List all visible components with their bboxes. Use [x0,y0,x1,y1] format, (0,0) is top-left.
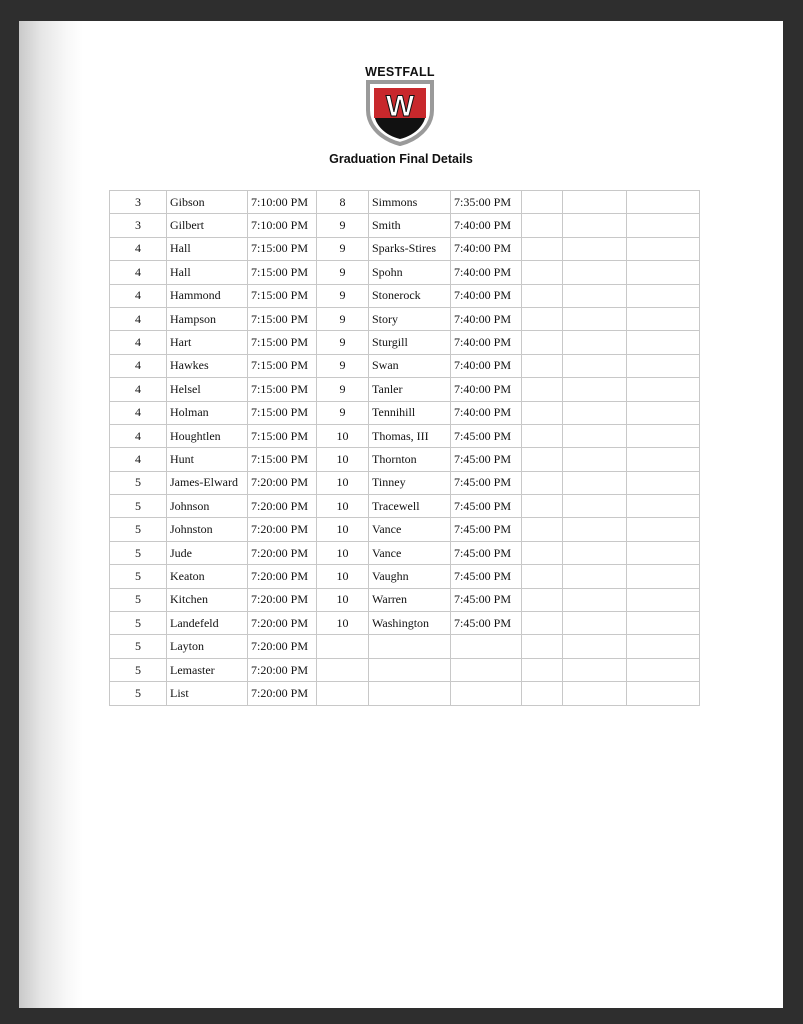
cell-time-1: 7:20:00 PM [248,518,317,541]
cell-empty [563,565,627,588]
cell-group-2: 10 [317,471,369,494]
cell-empty [522,495,563,518]
cell-time-2: 7:40:00 PM [451,237,522,260]
cell-empty [522,354,563,377]
cell-empty [522,448,563,471]
cell-group-2: 9 [317,214,369,237]
cell-name-2 [369,658,451,681]
cell-empty [522,401,563,424]
cell-group-1: 4 [110,307,167,330]
cell-empty [522,284,563,307]
cell-time-1: 7:15:00 PM [248,284,317,307]
cell-group-2: 10 [317,424,369,447]
cell-name-2: Vance [369,518,451,541]
cell-time-2: 7:45:00 PM [451,424,522,447]
cell-name-2: Sturgill [369,331,451,354]
cell-group-1: 3 [110,214,167,237]
cell-empty [627,541,700,564]
cell-name-2 [369,682,451,705]
cell-time-2 [451,658,522,681]
cell-group-2: 10 [317,448,369,471]
cell-empty [627,565,700,588]
table-row [110,424,700,447]
cell-name-1: Gilbert [167,214,248,237]
table-row [110,448,700,471]
cell-name-1: Hampson [167,307,248,330]
cell-group-1: 4 [110,424,167,447]
cell-name-2: Tennihill [369,401,451,424]
cell-group-2: 9 [317,261,369,284]
cell-name-2: Story [369,307,451,330]
cell-name-1: Hart [167,331,248,354]
cell-group-2: 9 [317,237,369,260]
cell-empty [627,331,700,354]
cell-empty [522,214,563,237]
cell-empty [563,191,627,214]
cell-empty [627,635,700,658]
cell-empty [522,612,563,635]
cell-group-1: 4 [110,237,167,260]
cell-group-1: 4 [110,284,167,307]
cell-group-2: 9 [317,331,369,354]
cell-group-1: 5 [110,471,167,494]
cell-time-2: 7:40:00 PM [451,354,522,377]
cell-empty [627,518,700,541]
cell-empty [522,307,563,330]
cell-empty [563,261,627,284]
cell-empty [563,658,627,681]
cell-time-2: 7:45:00 PM [451,495,522,518]
cell-name-2 [369,635,451,658]
cell-time-2: 7:40:00 PM [451,261,522,284]
cell-empty [522,237,563,260]
cell-name-2: Thomas, III [369,424,451,447]
cell-name-2: Swan [369,354,451,377]
cell-empty [627,495,700,518]
cell-time-1: 7:15:00 PM [248,424,317,447]
cell-time-1: 7:20:00 PM [248,612,317,635]
cell-group-1: 5 [110,518,167,541]
cell-name-2: Simmons [369,191,451,214]
cell-group-1: 3 [110,191,167,214]
cell-empty [522,471,563,494]
cell-time-1: 7:15:00 PM [248,261,317,284]
cell-time-2: 7:45:00 PM [451,518,522,541]
cell-empty [563,401,627,424]
cell-group-1: 5 [110,658,167,681]
cell-group-2: 10 [317,541,369,564]
cell-time-2: 7:45:00 PM [451,588,522,611]
cell-empty [563,237,627,260]
cell-group-1: 4 [110,354,167,377]
cell-empty [563,518,627,541]
cell-time-1: 7:20:00 PM [248,682,317,705]
cell-time-1: 7:15:00 PM [248,378,317,401]
cell-empty [522,261,563,284]
westfall-logo [357,65,443,147]
table-row [110,307,700,330]
cell-time-2 [451,635,522,658]
cell-name-1: Kitchen [167,588,248,611]
shield-icon [366,80,434,146]
cell-empty [627,284,700,307]
cell-name-1: Keaton [167,565,248,588]
cell-group-2: 9 [317,354,369,377]
cell-name-1: James-Elward [167,471,248,494]
cell-time-1: 7:10:00 PM [248,214,317,237]
cell-time-1: 7:15:00 PM [248,331,317,354]
table-row [110,495,700,518]
table-row [110,588,700,611]
cell-group-2: 10 [317,565,369,588]
cell-empty [627,588,700,611]
cell-time-1: 7:15:00 PM [248,448,317,471]
cell-empty [627,658,700,681]
cell-time-1: 7:20:00 PM [248,495,317,518]
cell-group-2: 8 [317,191,369,214]
cell-time-2: 7:40:00 PM [451,307,522,330]
cell-empty [563,448,627,471]
cell-name-1: Hammond [167,284,248,307]
cell-name-2: Stonerock [369,284,451,307]
cell-time-2: 7:45:00 PM [451,471,522,494]
cell-group-1: 5 [110,635,167,658]
cell-name-1: List [167,682,248,705]
cell-time-2: 7:40:00 PM [451,331,522,354]
cell-empty [563,424,627,447]
cell-group-2: 10 [317,495,369,518]
table-row [110,401,700,424]
cell-time-1: 7:20:00 PM [248,635,317,658]
cell-empty [627,237,700,260]
cell-time-1: 7:20:00 PM [248,588,317,611]
cell-group-2: 10 [317,612,369,635]
cell-name-1: Layton [167,635,248,658]
cell-time-2: 7:45:00 PM [451,541,522,564]
table-row [110,378,700,401]
cell-time-1: 7:15:00 PM [248,307,317,330]
cell-time-1: 7:20:00 PM [248,658,317,681]
cell-empty [563,378,627,401]
cell-time-2: 7:45:00 PM [451,612,522,635]
cell-group-2: 9 [317,401,369,424]
cell-empty [563,331,627,354]
table-row [110,191,700,214]
cell-time-2: 7:40:00 PM [451,378,522,401]
cell-time-2 [451,682,522,705]
table-row [110,354,700,377]
cell-empty [563,284,627,307]
cell-name-1: Hawkes [167,354,248,377]
cell-name-2: Tanler [369,378,451,401]
cell-empty [563,635,627,658]
cell-name-1: Jude [167,541,248,564]
cell-time-1: 7:20:00 PM [248,541,317,564]
cell-time-1: 7:20:00 PM [248,565,317,588]
cell-time-1: 7:15:00 PM [248,354,317,377]
cell-name-2: Washington [369,612,451,635]
graduation-table [109,190,700,706]
cell-name-2: Vaughn [369,565,451,588]
table-row [110,237,700,260]
cell-name-2: Spohn [369,261,451,284]
cell-group-1: 5 [110,612,167,635]
cell-name-2: Thornton [369,448,451,471]
table-body [110,191,700,706]
cell-time-1: 7:15:00 PM [248,237,317,260]
cell-time-2: 7:45:00 PM [451,448,522,471]
cell-name-1: Landefeld [167,612,248,635]
table-row [110,658,700,681]
cell-name-1: Houghtlen [167,424,248,447]
cell-group-1: 5 [110,495,167,518]
cell-empty [563,354,627,377]
cell-name-1: Helsel [167,378,248,401]
table-row [110,214,700,237]
cell-group-1: 5 [110,541,167,564]
cell-group-2 [317,635,369,658]
cell-name-2: Warren [369,588,451,611]
cell-name-1: Lemaster [167,658,248,681]
cell-empty [627,307,700,330]
cell-empty [563,214,627,237]
table-row [110,682,700,705]
table-row [110,471,700,494]
cell-empty [563,471,627,494]
cell-time-1: 7:10:00 PM [248,191,317,214]
cell-empty [627,354,700,377]
cell-empty [522,658,563,681]
shield-letter: W [385,90,415,123]
cell-time-2: 7:40:00 PM [451,214,522,237]
cell-name-1: Hall [167,261,248,284]
cell-empty [627,214,700,237]
cell-time-2: 7:35:00 PM [451,191,522,214]
cell-empty [522,424,563,447]
table-row [110,261,700,284]
cell-time-1: 7:20:00 PM [248,471,317,494]
cell-time-2: 7:40:00 PM [451,284,522,307]
cell-empty [627,612,700,635]
cell-time-2: 7:45:00 PM [451,565,522,588]
cell-group-2: 9 [317,284,369,307]
cell-name-2: Tinney [369,471,451,494]
table-row [110,541,700,564]
table-row [110,612,700,635]
cell-group-2 [317,682,369,705]
cell-name-2: Smith [369,214,451,237]
cell-empty [522,378,563,401]
cell-group-1: 5 [110,682,167,705]
cell-empty [563,495,627,518]
cell-name-2: Sparks-Stires [369,237,451,260]
cell-group-1: 4 [110,331,167,354]
cell-name-1: Hunt [167,448,248,471]
cell-group-1: 5 [110,588,167,611]
cell-name-1: Gibson [167,191,248,214]
cell-empty [522,518,563,541]
page-title: Graduation Final Details [329,152,473,166]
cell-empty [522,331,563,354]
cell-empty [563,588,627,611]
cell-empty [563,612,627,635]
cell-name-1: Hall [167,237,248,260]
cell-group-1: 4 [110,448,167,471]
table-row [110,331,700,354]
cell-name-2: Vance [369,541,451,564]
cell-empty [522,565,563,588]
cell-empty [522,191,563,214]
cell-empty [627,424,700,447]
cell-group-2: 9 [317,378,369,401]
cell-group-1: 5 [110,565,167,588]
cell-empty [563,307,627,330]
document-page [19,21,783,1008]
cell-empty [627,261,700,284]
cell-empty [627,401,700,424]
cell-name-1: Johnston [167,518,248,541]
cell-empty [522,682,563,705]
cell-empty [627,191,700,214]
cell-name-1: Holman [167,401,248,424]
cell-empty [563,541,627,564]
cell-empty [522,588,563,611]
cell-group-2: 9 [317,307,369,330]
cell-group-1: 4 [110,378,167,401]
page-edge-shadow [19,21,83,1008]
cell-empty [627,682,700,705]
cell-group-2: 10 [317,588,369,611]
table-row [110,518,700,541]
cell-empty [563,682,627,705]
cell-empty [522,635,563,658]
cell-empty [627,378,700,401]
table-row [110,284,700,307]
cell-name-2: Tracewell [369,495,451,518]
logo-wordmark: WESTFALL [365,65,435,79]
cell-empty [627,471,700,494]
cell-group-2 [317,658,369,681]
table-row [110,565,700,588]
cell-empty [522,541,563,564]
cell-time-1: 7:15:00 PM [248,401,317,424]
cell-name-1: Johnson [167,495,248,518]
cell-group-2: 10 [317,518,369,541]
cell-empty [627,448,700,471]
cell-group-1: 4 [110,261,167,284]
table-row [110,635,700,658]
cell-group-1: 4 [110,401,167,424]
cell-time-2: 7:40:00 PM [451,401,522,424]
